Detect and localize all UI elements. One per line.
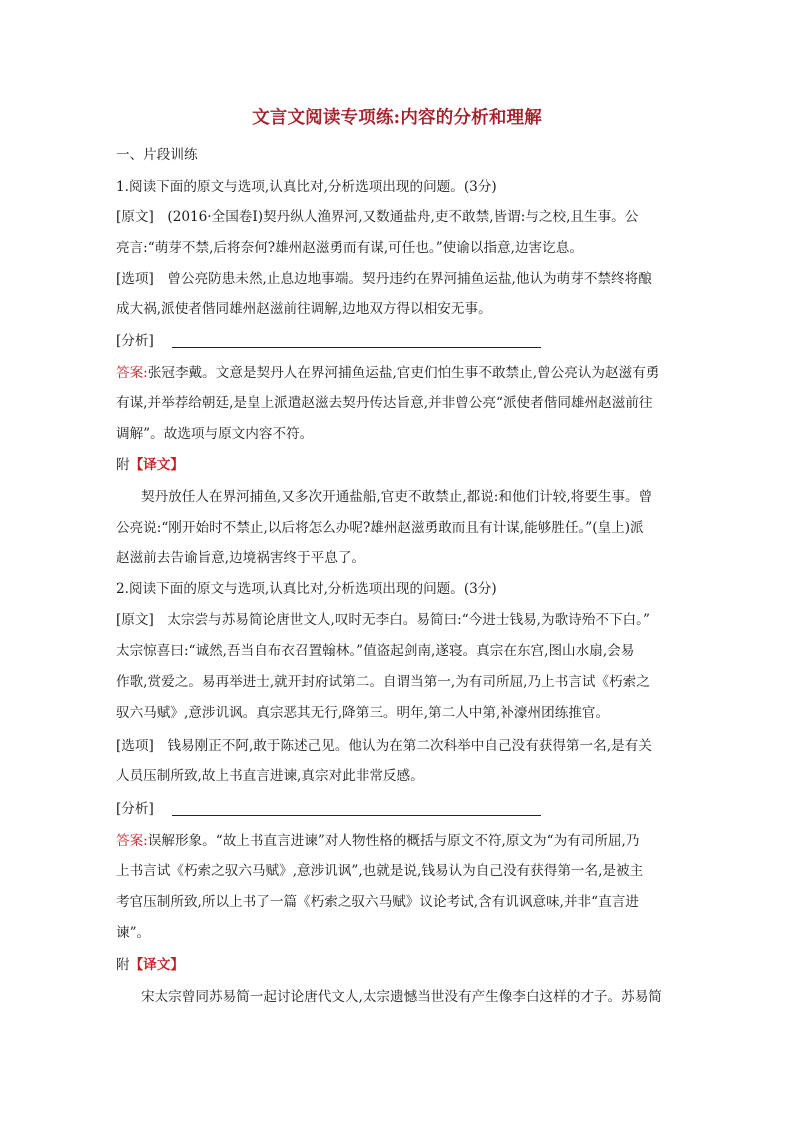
q2-answer-line-1	[116, 832, 682, 850]
q2-answer-label: 答案:	[116, 833, 148, 849]
q2-stem: 2.阅读下面的原文与选项,认真比对,分析选项出现的问题。(3分)	[116, 581, 497, 597]
document-title: 文言文阅读专项练:内容的分析和理解	[252, 108, 542, 128]
q1-option-line-2: 成大祸,派使者偕同雄州赵滋前往调解,边地双方得以相安无事。	[116, 301, 492, 317]
q2-original-line-4: 驭六马赋》,意涉讥讽。真宗恶其无行,降第三。明年,第二人中第,补濠州团练推官。	[116, 705, 610, 721]
q2-original-line-3: 作歌,赏爱之。易再举进士,就开封府试第二。自谓当第一,为有司所屈,乃上书言试《朽索之	[116, 674, 650, 690]
q1-translation-line-1: 契丹放任人在界河捕鱼,又多次开通盐船,官吏不敢禁止,都说:和他们计较,将要生事。曾	[141, 489, 653, 505]
q1-translation-line-2: 公亮说:“刚开始时不禁止,以后将怎么办呢?雄州赵滋勇敢而且有计谋,能够胜任。”(皇上)派	[116, 520, 644, 536]
q1-stem: 1.阅读下面的原文与选项,认真比对,分析选项出现的问题。(3分)	[116, 179, 497, 195]
q1-answer-line-1	[116, 364, 682, 382]
q1-analysis-answer-line	[172, 347, 541, 348]
q1-answer-line-3: 调解”。故选项与原文内容不符。	[116, 426, 314, 442]
q2-option-line-1: [选项] 钱易刚正不阿,敢于陈述己见。他认为在第二次科举中自己没有获得第一名,是有关	[116, 738, 652, 754]
q1-analysis-label: [分析]	[116, 333, 154, 349]
q1-translation-label: 【译文】	[129, 457, 184, 473]
q2-answer-line-3: 考官压制所致,所以上书了一篇《朽索之驭六马赋》议论考试,含有讥讽意味,并非“直言进	[116, 894, 639, 910]
q2-appendix-heading	[116, 956, 682, 974]
q1-original-line-1: [原文] (2016·全国卷Ⅰ)契丹纵人渔界河,又数通盐舟,吏不敢禁,皆谓:与之校,且生事。公	[116, 209, 639, 225]
q1-appendix-prefix: 附	[116, 457, 130, 473]
q2-answer-line-2: 上书言试《朽索之驭六马赋》,意涉讥讽”,也就是说,钱易认为自己没有获得第一名,是被主	[116, 863, 644, 879]
q2-answer-text-1: 误解形象。“故上书直言进谏”对人物性格的概括与原文不符,原文为“为有司所屈,乃	[147, 833, 640, 849]
q1-option-line-1: [选项] 曾公亮防患未然,止息边地事端。契丹违约在界河捕鱼运盐,他认为萌芽不禁终将酿	[116, 271, 652, 287]
q2-translation-line-1: 宋太宗曾同苏易简一起讨论唐代文人,太宗遗憾当世没有产生像李白这样的才子。苏易简	[141, 989, 662, 1005]
section-heading: 一、片段训练	[116, 147, 198, 163]
q2-translation-label: 【译文】	[129, 957, 184, 973]
q2-original-line-1: [原文] 太宗尝与苏易简论唐世文人,叹时无李白。易简曰:“今进士钱易,为歌诗殆不下白。”	[116, 612, 650, 628]
q2-answer-line-4: 谏”。	[116, 925, 151, 941]
q1-original-line-2: 亮言:“萌芽不禁,后将奈何?雄州赵滋勇而有谋,可任也。”使谕以指意,边害讫息。	[116, 240, 583, 256]
q1-answer-label: 答案:	[116, 365, 148, 381]
q2-analysis-label: [分析]	[116, 801, 154, 817]
q1-translation-line-3: 赵滋前去告谕旨意,边境祸害终于平息了。	[116, 550, 366, 566]
q1-answer-text-1: 张冠李戴。文意是契丹人在界河捕鱼运盐,官吏们怕生事不敢禁止,曾公亮认为赵滋有勇	[147, 365, 660, 381]
q1-appendix-heading	[116, 456, 682, 474]
q2-original-line-2: 太宗惊喜曰:“诚然,吾当自布衣召置翰林。”值盗起剑南,遂寝。真宗在东宫,图山水扇,会易	[116, 643, 635, 659]
q2-appendix-prefix: 附	[116, 957, 130, 973]
q2-option-line-2: 人员压制所致,故上书直言进谏,真宗对此非常反感。	[116, 768, 424, 784]
q2-analysis-answer-line	[172, 815, 541, 816]
q1-answer-line-2: 有谋,并举荐给朝廷,是皇上派遣赵滋去契丹传达旨意,并非曾公亮“派使者偕同雄州赵滋前往	[116, 395, 653, 411]
